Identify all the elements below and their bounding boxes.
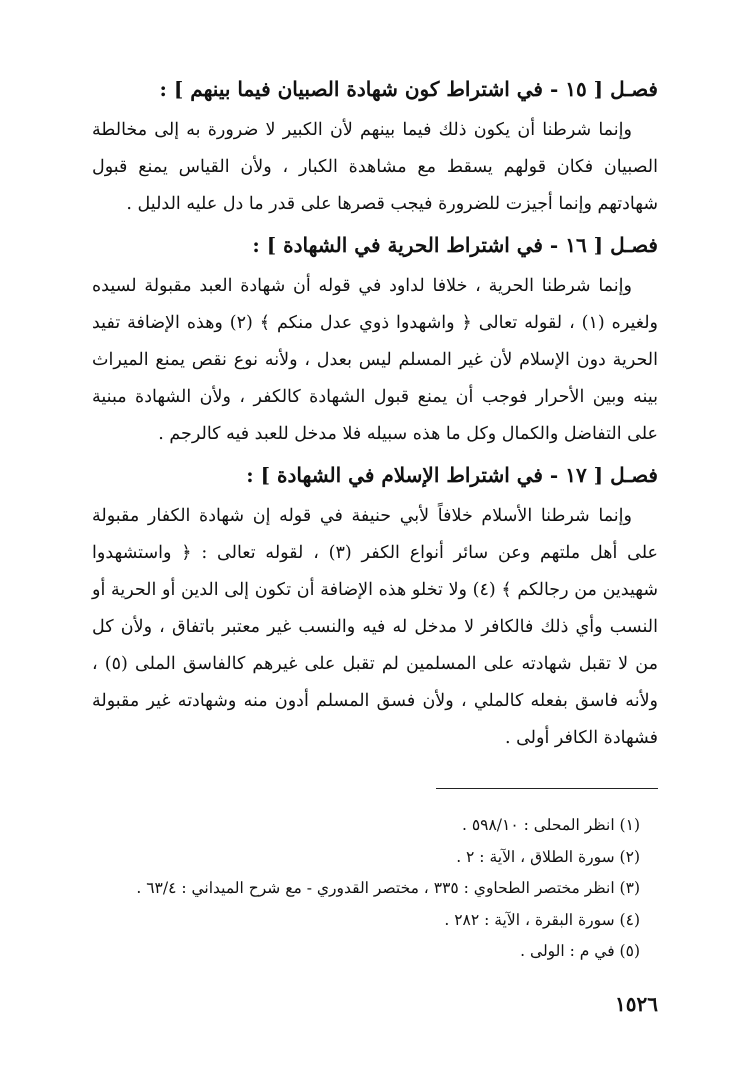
section-heading-17: فصـل [ ١٧ - في اشتراط الإسلام في الشهادة ] : — [246, 463, 658, 487]
section-paragraph-16: وإنما شرطنا الحرية ، خلافا لداود في قوله أن شهادة العبد مقبولة لسيده ولغيره (١) ، لقوله تعالى ﴿ واشهدوا ذوي عدل منكم ﴾ (٢) وهذه الإضافة تفيد الحرية دون الإسلام لأن غير المسلم ليس بعدل ، ولأنه نوع نقص يمنع الميراث بينه وبين الأحرار فوجب أن يمنع قبول الشهادة كالكفر ، ولأن الشهادة مبنية على التفاضل والكمال وكل ما هذه سبيله فلا مدخل للعبد فيه كالرجم . — [92, 276, 658, 444]
main-text — [92, 74, 658, 764]
section-heading-15: فصـل [ ١٥ - في اشتراط كون شهادة الصبيان فيما بينهم ] : — [159, 77, 658, 101]
section-paragraph-17: وإنما شرطنا الأسلام خلافاً لأبي حنيفة في قوله إن شهادة الكفار مقبولة على أهل ملتهم وعن سائر أنواع الكفر (٣) ، لقوله تعالى : ﴿ واستشهدوا شهيدين من رجالكم ﴾ (٤) ولا تخلو هذه الإضافة أن تكون إلى الدين أو الحرية أو النسب وأي ذلك فالكافر لا مدخل له فيه والنسب غير معتبر باتفاق ، ولأن كل من لا تقبل شهادته على المسلمين لم تقبل على غيرهم كالفاسق الملى (٥) ، ولأنه فاسق بفعله كالملي ، ولأن فسق المسلم أدون منه وشهادته غير مقبولة فشهادة الكافر أولى . — [92, 506, 658, 748]
footnote-1: (١) انظر المحلى : ٥٩٨/١٠ . — [461, 816, 640, 834]
page-number: ١٥٢٦ — [615, 992, 658, 1016]
footnote-5: (٥) في م : الولى . — [520, 942, 640, 960]
footnote-4: (٤) سورة البقرة ، الآية : ٢٨٢ . — [444, 910, 640, 929]
section-heading-16: فصـل [ ١٦ - في اشتراط الحرية في الشهادة ] : — [252, 233, 658, 257]
footnote-3: (٣) انظر مختصر الطحاوي : ٣٣٥ ، مختصر القدوري - مع شرح الميداني : ٦٣/٤ . — [136, 879, 640, 897]
footnotes — [100, 810, 640, 968]
footnote-divider — [436, 788, 658, 789]
footnote-2: (٢) سورة الطلاق ، الآية : ٢ . — [456, 847, 640, 866]
section-paragraph-15: وإنما شرطنا أن يكون ذلك فيما بينهم لأن الكبير لا ضرورة به إلى مخالطة الصبيان فكان قولهم يسقط مع مشاهدة الكبار ، ولأن القياس يمنع قبول شهادتهم وإنما أجيزت للضرورة فيجب قصرها على قدر ما دل عليه الدليل . — [92, 120, 658, 214]
